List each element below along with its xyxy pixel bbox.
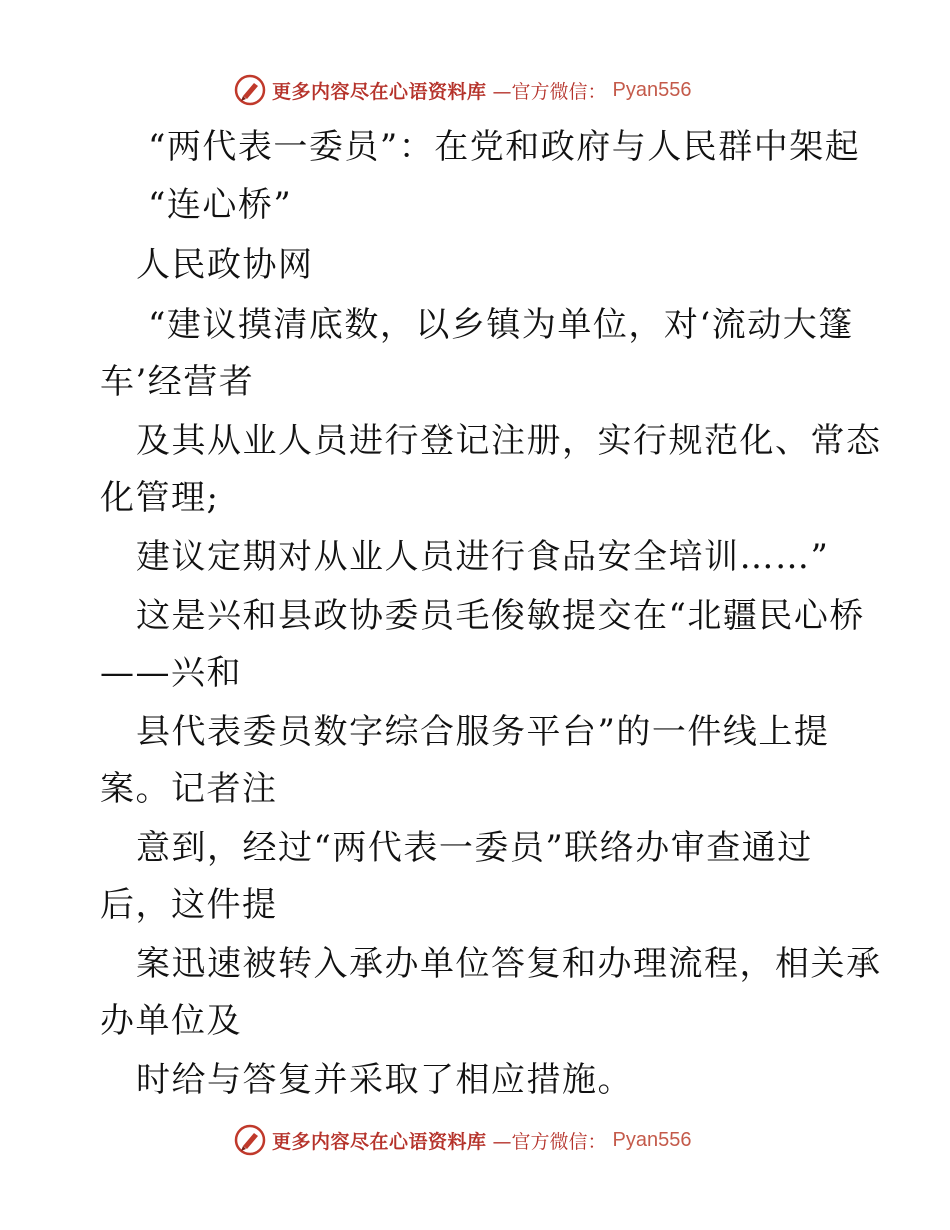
watermark-main-text: 更多内容尽在心语资料库	[272, 80, 487, 103]
body-line: ——兴和	[100, 653, 242, 693]
body-line: 建议定期对从业人员进行食品安全培训……”	[136, 537, 830, 577]
watermark-footer	[234, 1124, 692, 1156]
body-line: 案迅速被转入承办单位答复和办理流程，相关承	[136, 944, 882, 984]
watermark-main-text: 更多内容尽在心语资料库	[272, 1130, 487, 1153]
watermark-header	[234, 74, 692, 106]
body-line: 县代表委员数字综合服务平台”的一件线上提	[136, 712, 830, 752]
title-line-1: “两代表一委员”：在党和政府与人民群中架起	[148, 127, 861, 167]
body-line: 这是兴和县政协委员毛俊敏提交在“北疆民心桥	[136, 596, 865, 636]
body-line: 化管理;	[100, 478, 220, 518]
body-line: 时给与答复并采取了相应措施。	[136, 1060, 633, 1100]
body-line: “建议摸清底数，以乡镇为单位，对‘流动大篷	[148, 305, 854, 345]
pen-logo-icon	[234, 74, 266, 106]
body-line: 办单位及	[100, 1001, 242, 1041]
body-line: 车’经营者	[100, 362, 255, 402]
body-line: 后，这件提	[100, 885, 278, 925]
source-line: 人民政协网	[136, 245, 314, 285]
watermark-wechat-id: Pyan556	[612, 1128, 692, 1151]
body-line: 及其从业人员进行登记注册，实行规范化、常态	[136, 421, 882, 461]
pen-logo-icon	[234, 1124, 266, 1156]
watermark-separator: —官方微信：	[492, 80, 607, 103]
title-line-2: “连心桥”	[148, 185, 293, 225]
watermark-separator: —官方微信：	[492, 1130, 607, 1153]
body-line: 案。记者注	[100, 769, 278, 809]
watermark-wechat-id: Pyan556	[612, 78, 692, 101]
body-line: 意到，经过“两代表一委员”联络办审查通过	[136, 828, 813, 868]
